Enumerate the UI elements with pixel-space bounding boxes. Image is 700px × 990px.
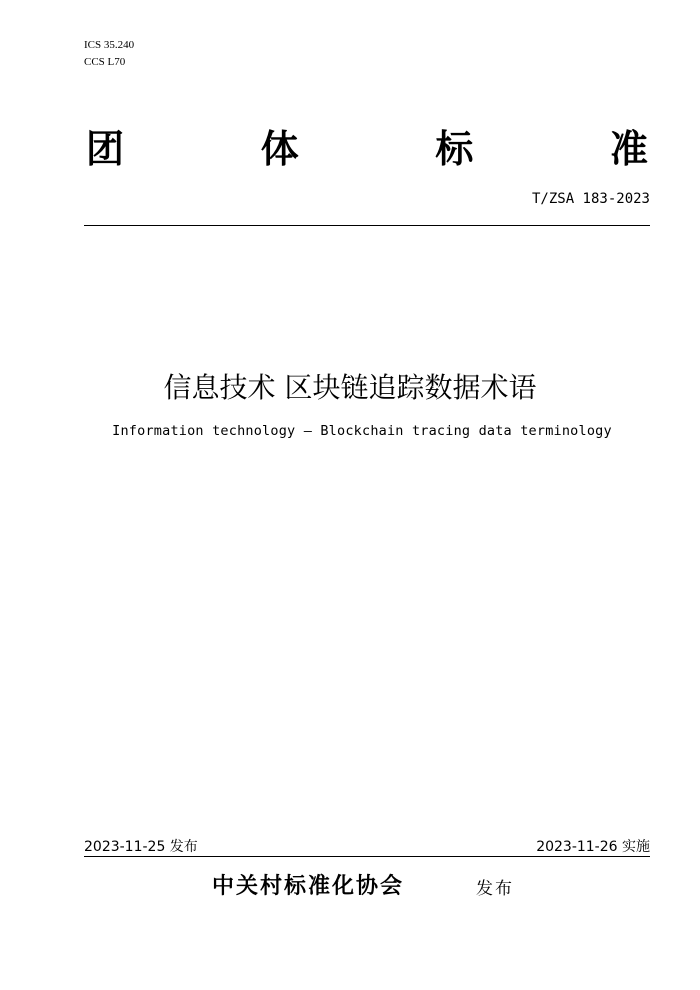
top-divider (84, 225, 650, 226)
standard-type-char: 标 (435, 126, 474, 171)
standard-type-char: 体 (260, 126, 299, 171)
bottom-divider (84, 856, 650, 857)
implement-date: 2023-11-26 实施 (536, 839, 650, 855)
ccs-code: CCS L70 (84, 56, 126, 68)
standard-type-char: 准 (609, 126, 648, 171)
title-chinese: 信息技术 区块链追踪数据术语 (163, 371, 537, 404)
publisher-suffix: 发布 (476, 879, 514, 899)
ics-code: ICS 35.240 (84, 39, 135, 51)
publisher-name: 中关村标准化协会 (212, 873, 405, 899)
standard-number: T/ZSA 183-2023 (531, 191, 650, 207)
standard-type-char: 团 (86, 126, 125, 171)
publish-date: 2023-11-25 发布 (84, 839, 198, 855)
standard-type-heading (86, 124, 648, 174)
title-english: Information technology – Blockchain tracing data terminology (112, 423, 612, 439)
classification-codes (84, 37, 134, 71)
